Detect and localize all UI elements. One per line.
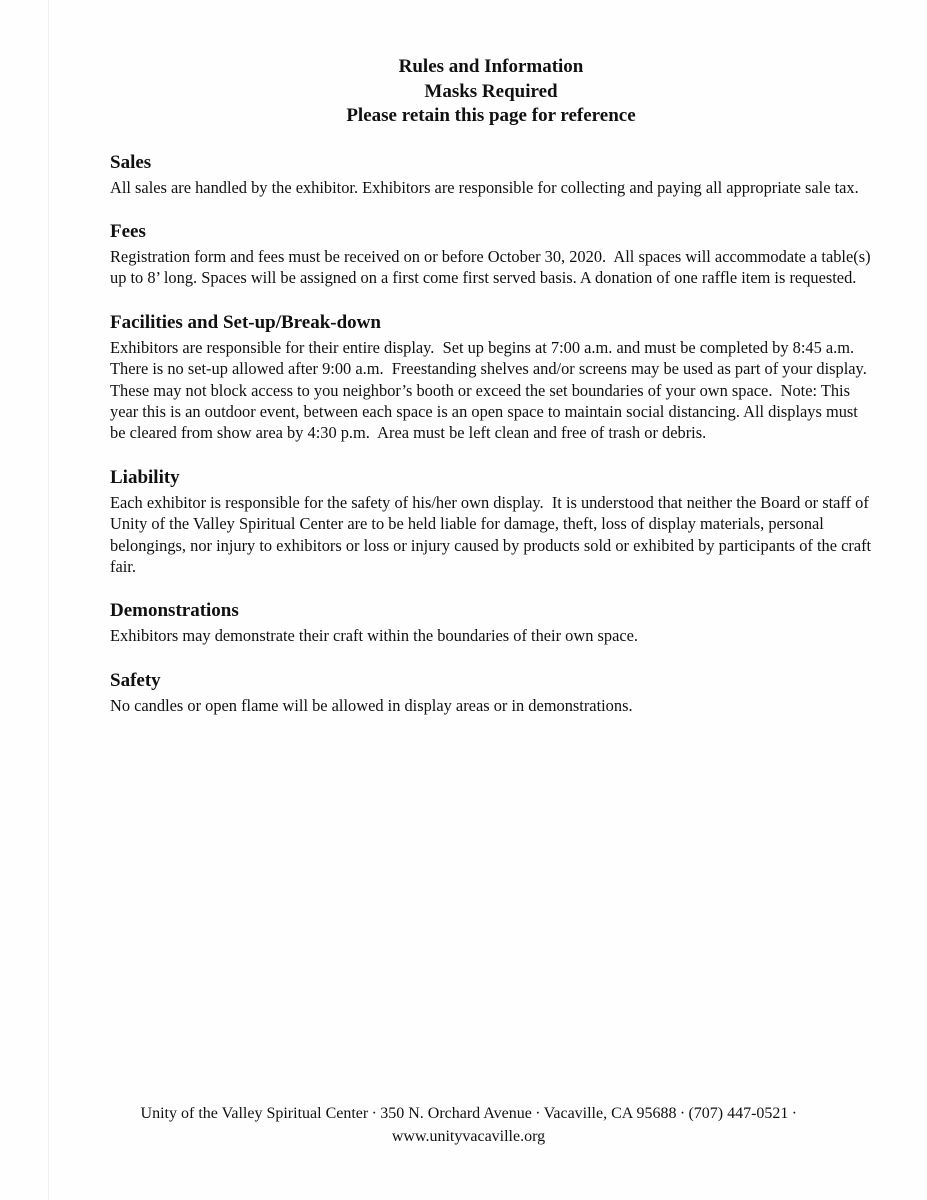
section-sales xyxy=(110,152,872,198)
section-body: Exhibitors are responsible for their entire display. Set up begins at 7:00 a.m. and must be completed by 8:45 a.m. There is no set-up allowed after 9:00 a.m. Freestanding shelves and/or screens may be used as part of your display. These may not block access to you neighbor’s booth or exceed the set boundaries of your own space. Note: This year this is an outdoor event, between each space is an open space to maintain social distancing. All displays must be cleared from show area by 4:30 p.m. Area must be left clean and free of trash or debris. xyxy=(110,337,871,443)
section-demonstrations xyxy=(110,600,872,646)
document-title xyxy=(110,55,872,129)
section-body: Registration form and fees must be received on or before October 30, 2020. All spaces will accommodate a table(s) up to 8’ long. Spaces will be assigned on a first come first served basis. A donation of one raffle item is requested. xyxy=(110,246,875,288)
section-heading: Fees xyxy=(110,220,146,242)
section-body: Exhibitors may demonstrate their craft within the boundaries of their own space. xyxy=(110,626,638,646)
title-line-2: Masks Required xyxy=(424,80,558,102)
section-liability xyxy=(110,466,876,578)
footer-address-line: Unity of the Valley Spiritual Center ∙ 350 N. Orchard Avenue ∙ Vacaville, CA 95688 ∙ (707) 447-0521 ∙ xyxy=(140,1105,797,1122)
section-safety xyxy=(110,670,872,716)
section-heading: Facilities and Set-up/Break-down xyxy=(110,311,381,333)
document-footer xyxy=(10,1102,927,1148)
footer-website: www.unityvacaville.org xyxy=(391,1128,546,1145)
section-body: All sales are handled by the exhibitor. Exhibitors are responsible for collecting and paying all appropriate sale tax. xyxy=(110,177,859,197)
title-line-3: Please retain this page for reference xyxy=(346,105,636,126)
document-content xyxy=(110,55,876,716)
section-fees xyxy=(110,220,875,289)
section-heading: Sales xyxy=(110,151,152,173)
section-heading: Demonstrations xyxy=(110,600,239,622)
section-body: Each exhibitor is responsible for the safety of his/her own display. It is understood that neither the Board or staff of Unity of the Valley Spiritual Center are to be held liable for damage, theft, loss of display materials, personal belongings, nor injury to exhibitors or loss or injury caused by products sold or exhibited by participants of the craft fair. xyxy=(110,492,876,576)
section-heading: Safety xyxy=(110,669,161,691)
scan-artifact-line xyxy=(48,0,49,1200)
section-heading: Liability xyxy=(110,466,180,488)
section-body: No candles or open flame will be allowed in display areas or in demonstrations. xyxy=(110,695,633,715)
section-facilities xyxy=(110,312,872,444)
title-line-1: Rules and Information xyxy=(398,56,584,77)
